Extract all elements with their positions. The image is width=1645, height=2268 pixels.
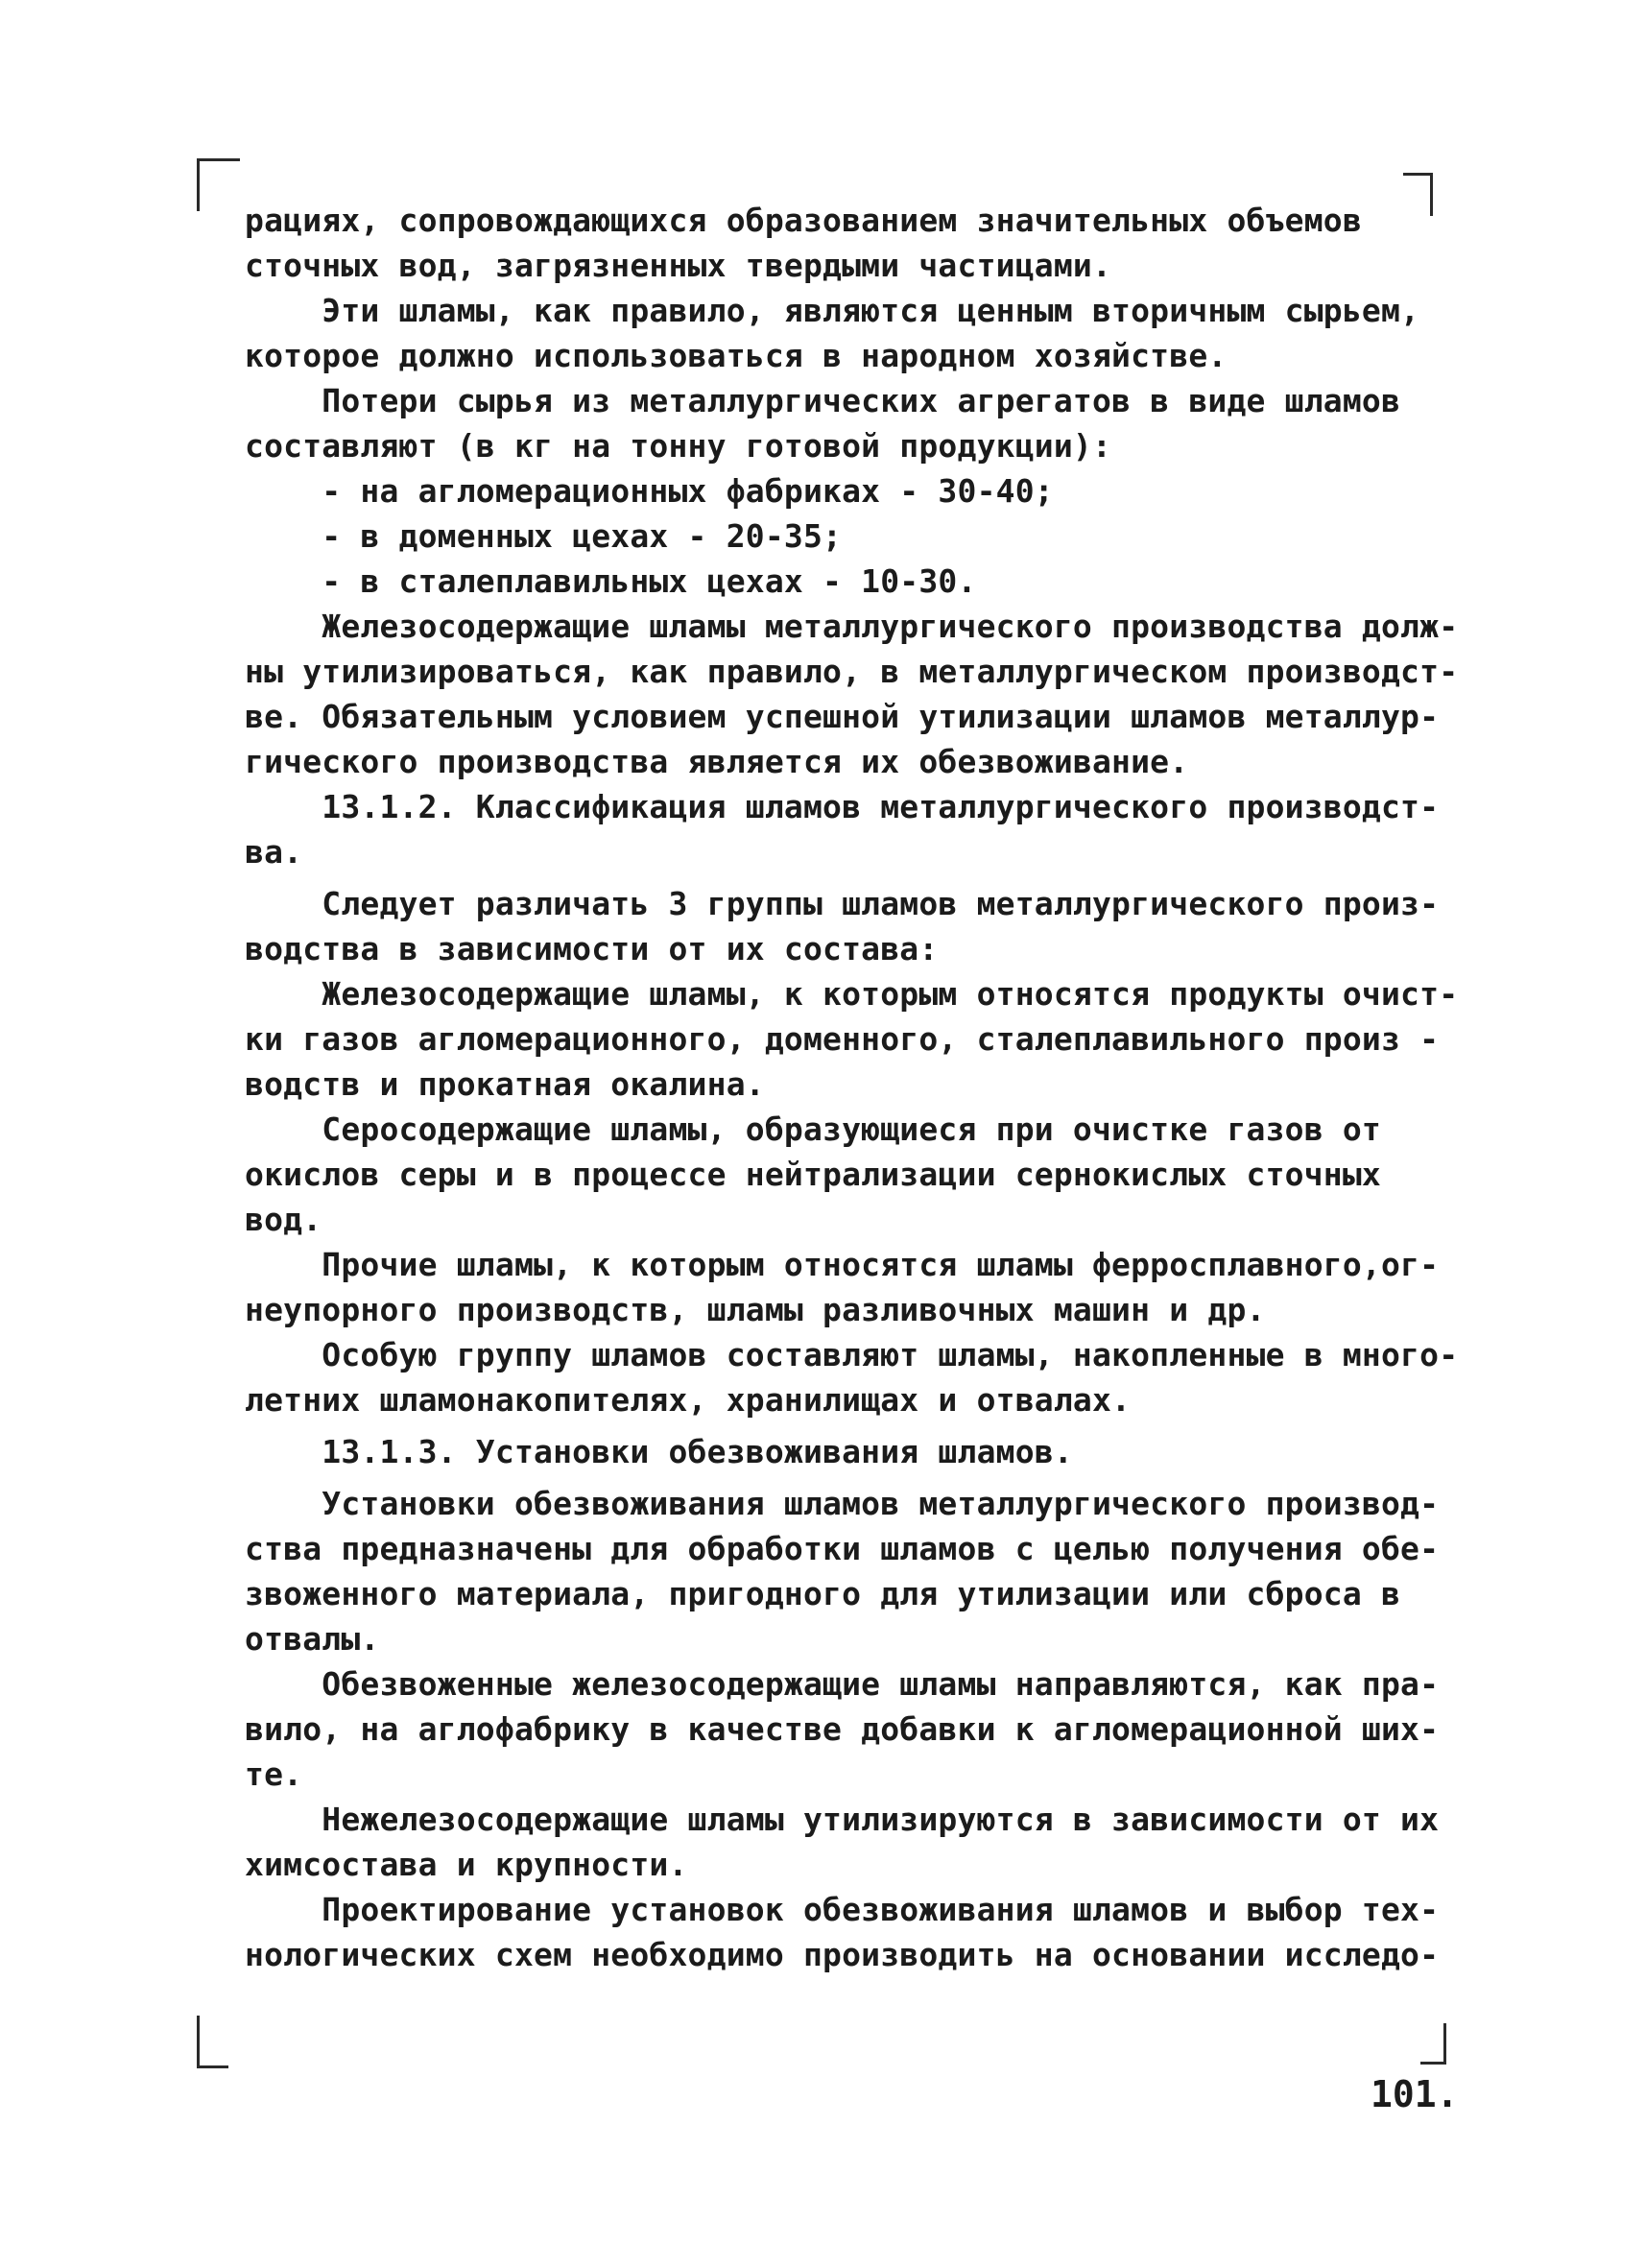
- text-line: химсостава и крупности.: [245, 1846, 688, 1883]
- text-line: отвалы.: [245, 1620, 380, 1658]
- corner-mark-bottom-left: [197, 2016, 228, 2068]
- list-item: - в сталеплавильных цехах - 10-30.: [245, 562, 977, 600]
- text-line: Установки обезвоживания шламов металлургического производ-: [245, 1485, 1440, 1522]
- text-line: ства предназначены для обработки шламов с целью получения обе-: [245, 1530, 1440, 1567]
- text-line: гического производства является их обезвоживание.: [245, 743, 1189, 780]
- text-line: которое должно использоваться в народном хозяйстве.: [245, 337, 1228, 374]
- text-line: неупорного производств, шламы разливочных машин и др.: [245, 1291, 1266, 1328]
- text-line: ки газов агломерационного, доменного, сталеплавильного произ -: [245, 1020, 1440, 1058]
- text-line: Прочие шламы, к которым относятся шламы ферросплавного,ог-: [245, 1246, 1440, 1283]
- text-line: ны утилизироваться, как правило, в металлургическом производст-: [245, 653, 1459, 690]
- text-line: водства в зависимости от их состава:: [245, 930, 939, 967]
- text-line: Железосодержащие шламы, к которым относятся продукты очист-: [245, 975, 1459, 1013]
- text-line: Нежелезосодержащие шламы утилизируются в зависимости от их: [245, 1801, 1440, 1838]
- text-line: рациях, сопровождающихся образованием значительных объемов: [245, 202, 1362, 239]
- text-line: те.: [245, 1755, 303, 1793]
- text-line: летних шламонакопителях, хранилищах и отвалах.: [245, 1381, 1132, 1419]
- text-line: Проектирование установок обезвоживания шламов и выбор тех-: [245, 1891, 1440, 1928]
- text-line: вило, на аглофабрику в качестве добавки к агломерационной ших-: [245, 1710, 1440, 1748]
- text-line: звоженного материала, пригодного для утилизации или сброса в: [245, 1575, 1401, 1612]
- section-heading: ва.: [245, 833, 303, 871]
- text-line: водств и прокатная окалина.: [245, 1065, 765, 1103]
- text-line: составляют (в кг на тонну готовой продукции):: [245, 427, 1112, 465]
- text-line: окислов серы и в процессе нейтрализации сернокислых сточных: [245, 1156, 1381, 1193]
- list-item: - на агломерационных фабриках - 30-40;: [245, 472, 1054, 510]
- text-line: сточных вод, загрязненных твердыми частицами.: [245, 247, 1112, 284]
- text-line: Серосодержащие шламы, образующиеся при очистке газов от: [245, 1110, 1381, 1148]
- text-line: ве. Обязательным условием успешной утилизации шламов металлур-: [245, 698, 1440, 735]
- text-line: Эти шламы, как правило, являются ценным вторичным сырьем,: [245, 292, 1420, 329]
- page-number: 101.: [1371, 2073, 1459, 2115]
- corner-mark-bottom-right: [1420, 2023, 1446, 2065]
- text-line: Обезвоженные железосодержащие шламы направляются, как пра-: [245, 1665, 1440, 1703]
- text-line: вод.: [245, 1201, 322, 1238]
- section-heading: 13.1.2. Классификация шламов металлургического производст-: [245, 788, 1440, 825]
- list-item: - в доменных цехах - 20-35;: [245, 517, 843, 555]
- section-heading: 13.1.3. Установки обезвоживания шламов.: [245, 1433, 1073, 1470]
- text-line: нологических схем необходимо производить на основании исследо-: [245, 1936, 1440, 1973]
- corner-mark-top-left: [197, 158, 240, 211]
- body-text: [245, 198, 1459, 1977]
- text-line: Железосодержащие шламы металлургического производства долж-: [245, 608, 1459, 645]
- text-line: Особую группу шламов составляют шламы, накопленные в много-: [245, 1336, 1459, 1373]
- text-line: Следует различать 3 группы шламов металлургического произ-: [245, 885, 1440, 922]
- text-line: Потери сырья из металлургических агрегатов в виде шламов: [245, 382, 1401, 419]
